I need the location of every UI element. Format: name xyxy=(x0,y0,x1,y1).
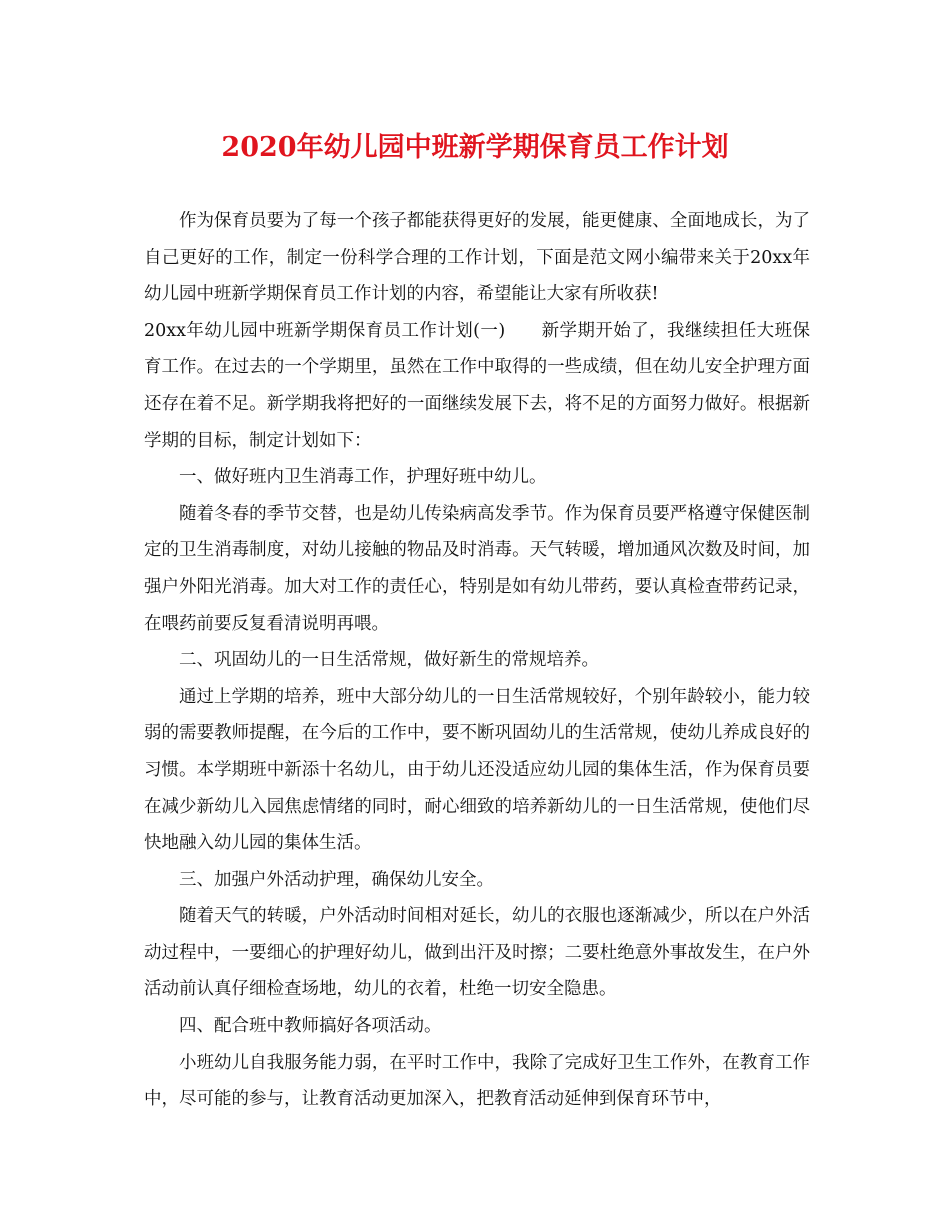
section-heading-3: 三、加强户外活动护理，确保幼儿安全。 xyxy=(179,869,494,890)
plan-one-paragraph xyxy=(144,313,810,459)
section-heading-2: 二、巩固幼儿的一日生活常规，做好新生的常规培养。 xyxy=(179,650,599,671)
section-heading-4: 四、配合班中教师搞好各项活动。 xyxy=(179,1016,442,1037)
document-title: 2020年幼儿园中班新学期保育员工作计划 xyxy=(221,132,729,163)
section-body-4: 小班幼儿自我服务能力弱，在平时工作中，我除了完成好卫生工作外，在教育工作中，尽可能的参与，让教育活动更加深入，把教育活动延伸到保育环节中， xyxy=(144,1052,810,1110)
section-heading-1: 一、做好班内卫生消毒工作，护理好班中幼儿。 xyxy=(179,467,547,488)
plan-subheading: 20xx年幼儿园中班新学期保育员工作计划(一) xyxy=(144,320,506,341)
plan-opening-text: 新学期开始了，我继续担任大班保育工作。在过去的一个学期里，虽然在工作中取得的一些成绩，但在幼儿安全护理方面还存在着不足。新学期我将把好的一面继续发展下去，将不足的方面努力做好。根据新学期的目标，制定计划如下： xyxy=(144,320,810,451)
section-body-1: 随着冬春的季节交替，也是幼儿传染病高发季节。作为保育员要严格遵守保健医制定的卫生消毒制度，对幼儿接触的物品及时消毒。天气转暖，增加通风次数及时间，加强户外阳光消毒。加大对工作的责任心，特别是如有幼儿带药，要认真检查带药记录，在喂药前要反复看清说明再喂。 xyxy=(144,503,810,634)
intro-paragraph: 作为保育员要为了每一个孩子都能获得更好的发展，能更健康、全面地成长，为了自己更好的工作，制定一份科学合理的工作计划，下面是范文网小编带来关于20xx年幼儿园中班新学期保育员工作计划的内容，希望能让大家有所收获! xyxy=(144,211,810,305)
section-body-2: 通过上学期的培养，班中大部分幼儿的一日生活常规较好，个别年龄较小，能力较弱的需要教师提醒，在今后的工作中，要不断巩固幼儿的生活常规，使幼儿养成良好的习惯。本学期班中新添十名幼儿，由于幼儿还没适应幼儿园的集体生活，作为保育员要在减少新幼儿入园焦虑情绪的同时，耐心细致的培养新幼儿的一日生活常规，使他们尽快地融入幼儿园的集体生活。 xyxy=(144,686,810,854)
section-body-3: 随着天气的转暖，户外活动时间相对延长，幼儿的衣服也逐渐减少，所以在户外活动过程中，一要细心的护理好幼儿，做到出汗及时擦；二要杜绝意外事故发生，在户外活动前认真仔细检查场地，幼儿的衣着，杜绝一切安全隐患。 xyxy=(144,906,810,1000)
document-body xyxy=(144,203,810,1118)
